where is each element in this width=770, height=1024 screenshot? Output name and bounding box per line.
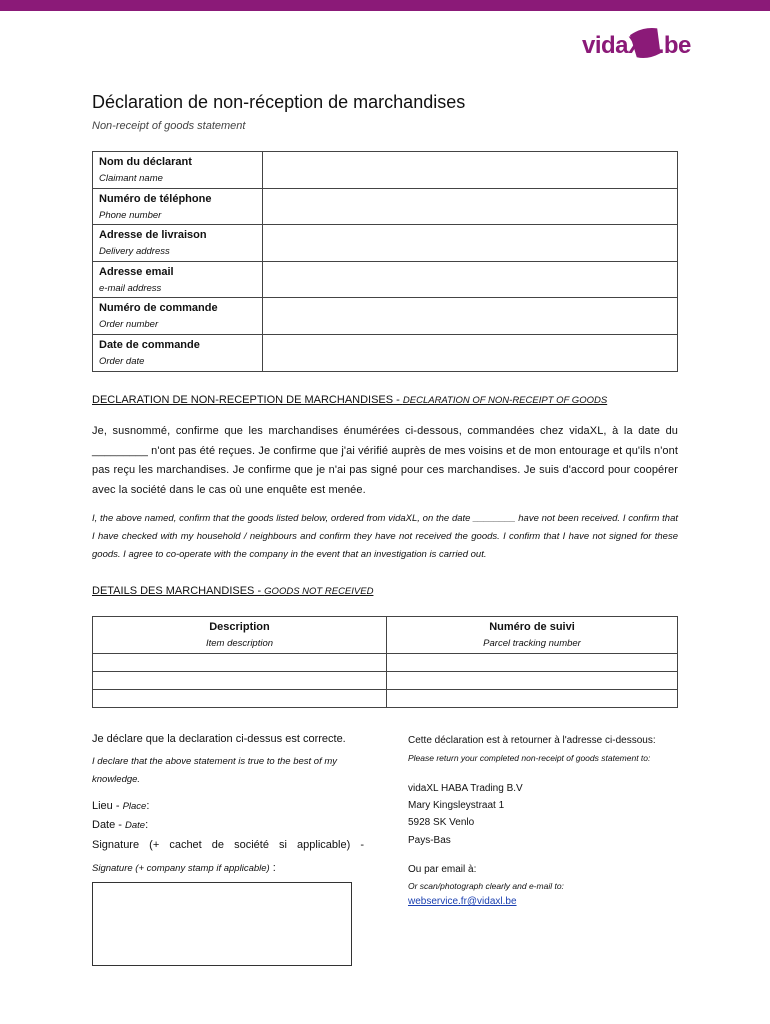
delivery-address-field[interactable] — [263, 225, 678, 262]
column-header-description — [93, 617, 387, 654]
column-label: Numéro de suivi — [489, 621, 575, 633]
tracking-number-cell[interactable] — [387, 690, 678, 708]
field-label: Numéro de commande — [99, 302, 218, 315]
return-intro-en: Please return your completed non-receipt of goods statement to: — [408, 753, 651, 763]
field-label-en: e-mail address — [99, 282, 162, 294]
declaration-heading-en: DECLARATION OF NON-RECEIPT OF GOODS — [402, 395, 608, 406]
page-subtitle: Non-receipt of goods statement — [92, 120, 246, 132]
info-row-claimant-name — [93, 152, 678, 189]
claimant-info-table — [92, 151, 678, 372]
info-row-phone — [93, 188, 678, 225]
goods-table — [92, 616, 678, 708]
field-label-en: Phone number — [99, 209, 162, 221]
email-field[interactable] — [263, 261, 678, 298]
column-label: Description — [209, 621, 270, 633]
order-date-field[interactable] — [263, 334, 678, 371]
signature-label-en-line — [92, 858, 276, 876]
place-label-fr: Lieu - — [92, 800, 123, 812]
signature-label-suffix: : — [269, 862, 276, 874]
info-row-email — [93, 261, 678, 298]
declaration-heading — [92, 394, 607, 406]
tracking-number-cell[interactable] — [387, 672, 678, 690]
page-title: Déclaration de non-réception de marchandises — [92, 92, 466, 112]
column-label-en: Item description — [205, 638, 274, 649]
address-line-postcode: 5928 SK Venlo — [408, 817, 475, 828]
goods-heading-en: GOODS NOT RECEIVED — [264, 586, 374, 597]
confirmation-text-en: I declare that the above statement is true to the best of my knowledge. — [92, 756, 338, 785]
date-label-en: Date — [125, 820, 146, 831]
return-email-link[interactable]: webservice.fr@vidaxl.be — [408, 896, 517, 907]
field-label: Nom du déclarant — [99, 156, 192, 168]
item-description-cell[interactable] — [93, 672, 387, 690]
field-label: Date de commande — [99, 338, 200, 351]
declaration-heading-fr: DECLARATION DE NON-RECEPTION DE MARCHANDISES - — [92, 394, 403, 406]
item-description-cell[interactable] — [93, 690, 387, 708]
column-header-tracking — [387, 617, 678, 654]
goods-table-header — [93, 617, 678, 654]
field-label: Adresse email — [99, 265, 174, 278]
tracking-number-cell[interactable] — [387, 654, 678, 672]
email-intro-fr: Ou par email à: — [408, 864, 477, 875]
top-accent-bar — [0, 0, 770, 11]
declaration-text-en: I, the above named, confirm that the goods listed below, ordered from vidaXL, on the date ________ have not been received. I confirm that I have checked with my household / neighbours and confirm they have not received the goods. I confirm that I have not signed for these goods. I agree to co-operate with the company in the event that an investigation is carried out. — [92, 513, 678, 560]
field-label-en: Claimant name — [99, 173, 163, 184]
order-number-field[interactable] — [263, 298, 678, 335]
phone-number-field[interactable] — [263, 188, 678, 225]
field-label-en: Delivery address — [99, 246, 170, 258]
table-row — [93, 672, 678, 690]
address-line-street: Mary Kingsleystraat 1 — [408, 800, 505, 811]
field-label-en: Order date — [99, 355, 145, 367]
info-row-delivery-address — [93, 225, 678, 262]
info-row-order-number — [93, 298, 678, 335]
date-label-fr: Date - — [92, 819, 126, 831]
table-row — [93, 690, 678, 708]
goods-heading — [92, 585, 373, 597]
table-row — [93, 654, 678, 672]
return-intro-fr: Cette déclaration est à retourner à l'adresse ci-dessous: — [408, 735, 656, 746]
place-label-en: Place — [122, 801, 147, 812]
column-label-en: Parcel tracking number — [483, 638, 581, 649]
field-label-en: Order number — [99, 319, 159, 331]
address-line-company: vidaXL HABA Trading B.V — [408, 783, 523, 794]
logo-text: vidaXL.be — [582, 32, 691, 59]
claimant-name-field[interactable] — [263, 152, 678, 189]
goods-heading-fr: DETAILS DES MARCHANDISES - — [92, 585, 265, 597]
declaration-text-fr: Je, susnommé, confirme que les marchandises énumérées ci-dessous, commandées chez vidaXL, à la date du _________ n'ont pas été reçues. Je confirme que j'ai vérifié auprès de mes voisins et de mon entourage et qu'ils n'ont pas reçu les marchandises. Je confirme que je n'ai pas signé pour ces marchandises. Je suis d'accord pour coopérer avec la société dans le cas où une enquête est menée. — [92, 425, 678, 496]
email-intro-en: Or scan/photograph clearly and e-mail to: — [408, 881, 564, 891]
field-label: Numéro de téléphone — [99, 192, 212, 205]
address-line-country: Pays-Bas — [408, 835, 451, 846]
signature-box[interactable] — [92, 882, 352, 966]
confirmation-text-fr: Je déclare que la declaration ci-dessus est correcte. — [92, 733, 346, 745]
info-row-order-date — [93, 334, 678, 371]
place-label: Lieu - Place: — [92, 800, 150, 812]
signature-label-fr: Signature (+ cachet de société si applicable) - — [92, 839, 364, 851]
date-label: Date - Date: — [92, 819, 149, 831]
item-description-cell[interactable] — [93, 654, 387, 672]
vidaxl-logo — [580, 26, 691, 70]
signature-label-en: Signature (+ company stamp if applicable) — [92, 863, 270, 874]
field-label: Adresse de livraison — [99, 229, 207, 242]
